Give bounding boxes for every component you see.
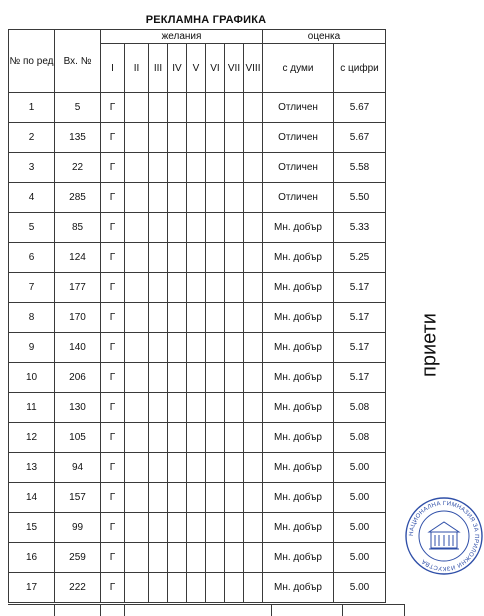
wish-4 bbox=[168, 363, 187, 393]
grade-words: Мн. добър bbox=[263, 513, 334, 543]
entry-number: 124 bbox=[55, 243, 101, 273]
grade-digits: 5.08 bbox=[334, 423, 386, 453]
grade-words: Мн. добър bbox=[263, 273, 334, 303]
entry-number: 170 bbox=[55, 303, 101, 333]
wish-2 bbox=[125, 333, 149, 363]
grade-digits: 5.58 bbox=[334, 153, 386, 183]
wish-8 bbox=[244, 183, 263, 213]
wish-8 bbox=[244, 93, 263, 123]
column-rule bbox=[404, 604, 405, 616]
grade-words: Мн. добър bbox=[263, 213, 334, 243]
row-number: 5 bbox=[9, 213, 55, 243]
row-number: 14 bbox=[9, 483, 55, 513]
header-grade: оценка bbox=[263, 30, 386, 44]
wish-5 bbox=[187, 243, 206, 273]
wish-6 bbox=[206, 213, 225, 243]
wish-5 bbox=[187, 93, 206, 123]
wish-8 bbox=[244, 303, 263, 333]
grade-digits: 5.17 bbox=[334, 363, 386, 393]
wish-1: Г bbox=[101, 303, 125, 333]
wish-6 bbox=[206, 423, 225, 453]
table-row bbox=[9, 393, 386, 423]
wish-7 bbox=[225, 123, 244, 153]
wish-8 bbox=[244, 513, 263, 543]
wish-7 bbox=[225, 483, 244, 513]
wish-5 bbox=[187, 273, 206, 303]
row-number: 1 bbox=[9, 93, 55, 123]
wish-3 bbox=[149, 273, 168, 303]
wish-1: Г bbox=[101, 93, 125, 123]
table-row bbox=[9, 213, 386, 243]
wish-3 bbox=[149, 393, 168, 423]
wish-1: Г bbox=[101, 543, 125, 573]
entry-number: 22 bbox=[55, 153, 101, 183]
wish-8 bbox=[244, 123, 263, 153]
wish-4 bbox=[168, 123, 187, 153]
grade-digits: 5.08 bbox=[334, 393, 386, 423]
table-row bbox=[9, 273, 386, 303]
grade-words: Мн. добър bbox=[263, 423, 334, 453]
wish-8 bbox=[244, 333, 263, 363]
row-number: 4 bbox=[9, 183, 55, 213]
grade-words: Мн. добър bbox=[263, 303, 334, 333]
entry-number: 140 bbox=[55, 333, 101, 363]
grade-words: Отличен bbox=[263, 123, 334, 153]
wish-2 bbox=[125, 573, 149, 603]
header-no: № по ред bbox=[9, 30, 55, 93]
wish-5 bbox=[187, 303, 206, 333]
wish-6 bbox=[206, 363, 225, 393]
grade-words: Мн. добър bbox=[263, 543, 334, 573]
grade-digits: 5.50 bbox=[334, 183, 386, 213]
wish-7 bbox=[225, 183, 244, 213]
wish-1: Г bbox=[101, 333, 125, 363]
wish-1: Г bbox=[101, 153, 125, 183]
wish-8 bbox=[244, 393, 263, 423]
wish-5 bbox=[187, 183, 206, 213]
header-digits: с цифри bbox=[334, 44, 386, 93]
header-wish-4: IV bbox=[168, 44, 187, 93]
grade-words: Мн. добър bbox=[263, 573, 334, 603]
wish-3 bbox=[149, 483, 168, 513]
column-rule bbox=[124, 604, 125, 616]
wish-7 bbox=[225, 513, 244, 543]
grade-digits: 5.33 bbox=[334, 213, 386, 243]
header-wish-1: I bbox=[101, 44, 125, 93]
row-number: 8 bbox=[9, 303, 55, 333]
wish-1: Г bbox=[101, 393, 125, 423]
wish-6 bbox=[206, 333, 225, 363]
grade-digits: 5.00 bbox=[334, 453, 386, 483]
grade-digits: 5.67 bbox=[334, 123, 386, 153]
row-number: 9 bbox=[9, 333, 55, 363]
wish-7 bbox=[225, 273, 244, 303]
row-number: 3 bbox=[9, 153, 55, 183]
entry-number: 135 bbox=[55, 123, 101, 153]
wish-7 bbox=[225, 213, 244, 243]
wish-4 bbox=[168, 303, 187, 333]
entry-number: 285 bbox=[55, 183, 101, 213]
wish-3 bbox=[149, 363, 168, 393]
entry-number: 177 bbox=[55, 273, 101, 303]
row-number: 13 bbox=[9, 453, 55, 483]
grade-digits: 5.00 bbox=[334, 573, 386, 603]
wish-2 bbox=[125, 453, 149, 483]
wish-1: Г bbox=[101, 243, 125, 273]
grade-digits: 5.17 bbox=[334, 333, 386, 363]
entry-number: 85 bbox=[55, 213, 101, 243]
grade-words: Отличен bbox=[263, 183, 334, 213]
wish-8 bbox=[244, 423, 263, 453]
header-wish-7: VII bbox=[225, 44, 244, 93]
wish-7 bbox=[225, 543, 244, 573]
wish-4 bbox=[168, 183, 187, 213]
grade-words: Мн. добър bbox=[263, 363, 334, 393]
wish-6 bbox=[206, 483, 225, 513]
wish-5 bbox=[187, 123, 206, 153]
wish-3 bbox=[149, 333, 168, 363]
entry-number: 99 bbox=[55, 513, 101, 543]
grade-digits: 5.00 bbox=[334, 513, 386, 543]
side-label bbox=[410, 310, 450, 380]
wish-2 bbox=[125, 303, 149, 333]
wish-7 bbox=[225, 573, 244, 603]
wish-8 bbox=[244, 273, 263, 303]
table-row bbox=[9, 513, 386, 543]
wish-1: Г bbox=[101, 183, 125, 213]
table-row bbox=[9, 423, 386, 453]
wish-6 bbox=[206, 273, 225, 303]
grade-digits: 5.17 bbox=[334, 303, 386, 333]
wish-4 bbox=[168, 483, 187, 513]
row-number: 15 bbox=[9, 513, 55, 543]
wish-6 bbox=[206, 393, 225, 423]
wish-3 bbox=[149, 303, 168, 333]
table-row bbox=[9, 153, 386, 183]
header-words: с думи bbox=[263, 44, 334, 93]
row-number: 12 bbox=[9, 423, 55, 453]
table-row bbox=[9, 453, 386, 483]
wish-5 bbox=[187, 483, 206, 513]
wish-7 bbox=[225, 303, 244, 333]
wish-8 bbox=[244, 213, 263, 243]
wish-5 bbox=[187, 363, 206, 393]
row-number: 16 bbox=[9, 543, 55, 573]
grade-digits: 5.25 bbox=[334, 243, 386, 273]
wish-2 bbox=[125, 543, 149, 573]
wish-5 bbox=[187, 543, 206, 573]
grade-digits: 5.00 bbox=[334, 543, 386, 573]
wish-3 bbox=[149, 243, 168, 273]
row-number: 11 bbox=[9, 393, 55, 423]
wish-7 bbox=[225, 423, 244, 453]
wish-7 bbox=[225, 93, 244, 123]
wish-6 bbox=[206, 513, 225, 543]
table-row bbox=[9, 573, 386, 603]
wish-5 bbox=[187, 393, 206, 423]
wish-7 bbox=[225, 453, 244, 483]
wish-4 bbox=[168, 333, 187, 363]
svg-text:НАЦИОНАЛНА ГИМНАЗИЯ ЗА ПРИЛОЖН: НАЦИОНАЛНА ГИМНАЗИЯ ЗА ПРИЛОЖНИ ИЗКУСТВА bbox=[408, 500, 480, 572]
wish-3 bbox=[149, 543, 168, 573]
wish-3 bbox=[149, 573, 168, 603]
wish-6 bbox=[206, 453, 225, 483]
wish-1: Г bbox=[101, 363, 125, 393]
row-number: 6 bbox=[9, 243, 55, 273]
wish-2 bbox=[125, 243, 149, 273]
results-table bbox=[8, 29, 386, 603]
wish-4 bbox=[168, 273, 187, 303]
wish-6 bbox=[206, 93, 225, 123]
table-body bbox=[9, 93, 386, 603]
table-row bbox=[9, 243, 386, 273]
wish-6 bbox=[206, 183, 225, 213]
table-row bbox=[9, 183, 386, 213]
entry-number: 259 bbox=[55, 543, 101, 573]
grade-words: Отличен bbox=[263, 93, 334, 123]
wish-8 bbox=[244, 453, 263, 483]
wish-6 bbox=[206, 153, 225, 183]
wish-4 bbox=[168, 213, 187, 243]
wish-1: Г bbox=[101, 123, 125, 153]
header-wish-5: V bbox=[187, 44, 206, 93]
wish-4 bbox=[168, 453, 187, 483]
wish-4 bbox=[168, 93, 187, 123]
wish-5 bbox=[187, 153, 206, 183]
wish-7 bbox=[225, 393, 244, 423]
header-wish-2: II bbox=[125, 44, 149, 93]
table-row bbox=[9, 123, 386, 153]
wish-4 bbox=[168, 513, 187, 543]
wish-2 bbox=[125, 183, 149, 213]
wish-2 bbox=[125, 273, 149, 303]
wish-4 bbox=[168, 543, 187, 573]
header-entry: Вх. № bbox=[55, 30, 101, 93]
school-stamp-icon bbox=[404, 496, 484, 576]
grade-words: Отличен bbox=[263, 153, 334, 183]
wish-8 bbox=[244, 543, 263, 573]
grade-digits: 5.00 bbox=[334, 483, 386, 513]
side-label-text: приети bbox=[418, 313, 441, 377]
grade-words: Мн. добър bbox=[263, 333, 334, 363]
wish-5 bbox=[187, 423, 206, 453]
wish-3 bbox=[149, 513, 168, 543]
wish-3 bbox=[149, 123, 168, 153]
entry-number: 5 bbox=[55, 93, 101, 123]
wish-2 bbox=[125, 393, 149, 423]
wish-6 bbox=[206, 573, 225, 603]
wish-5 bbox=[187, 573, 206, 603]
wish-3 bbox=[149, 153, 168, 183]
grade-words: Мн. добър bbox=[263, 453, 334, 483]
wish-5 bbox=[187, 333, 206, 363]
wish-7 bbox=[225, 333, 244, 363]
column-rule bbox=[100, 604, 101, 616]
wish-5 bbox=[187, 453, 206, 483]
wish-2 bbox=[125, 363, 149, 393]
entry-number: 157 bbox=[55, 483, 101, 513]
wish-1: Г bbox=[101, 573, 125, 603]
grade-words: Мн. добър bbox=[263, 393, 334, 423]
wish-1: Г bbox=[101, 423, 125, 453]
wish-4 bbox=[168, 573, 187, 603]
entry-number: 94 bbox=[55, 453, 101, 483]
wish-5 bbox=[187, 213, 206, 243]
table-continuation-line bbox=[8, 604, 404, 605]
table-row bbox=[9, 333, 386, 363]
wish-2 bbox=[125, 423, 149, 453]
wish-8 bbox=[244, 483, 263, 513]
grade-digits: 5.67 bbox=[334, 93, 386, 123]
header-wish-8: VIII bbox=[244, 44, 263, 93]
grade-words: Мн. добър bbox=[263, 483, 334, 513]
row-number: 7 bbox=[9, 273, 55, 303]
table-row bbox=[9, 93, 386, 123]
wish-6 bbox=[206, 243, 225, 273]
wish-8 bbox=[244, 363, 263, 393]
wish-8 bbox=[244, 153, 263, 183]
row-number: 2 bbox=[9, 123, 55, 153]
table-row bbox=[9, 363, 386, 393]
wish-2 bbox=[125, 213, 149, 243]
wish-2 bbox=[125, 153, 149, 183]
wish-2 bbox=[125, 123, 149, 153]
wish-1: Г bbox=[101, 483, 125, 513]
row-number: 10 bbox=[9, 363, 55, 393]
wish-3 bbox=[149, 453, 168, 483]
wish-8 bbox=[244, 243, 263, 273]
wish-3 bbox=[149, 423, 168, 453]
wish-1: Г bbox=[101, 273, 125, 303]
document-title: РЕКЛАМНА ГРАФИКА bbox=[145, 14, 267, 26]
wish-4 bbox=[168, 423, 187, 453]
wish-6 bbox=[206, 303, 225, 333]
wish-4 bbox=[168, 393, 187, 423]
row-number: 17 bbox=[9, 573, 55, 603]
table-row bbox=[9, 483, 386, 513]
wish-2 bbox=[125, 483, 149, 513]
wish-3 bbox=[149, 183, 168, 213]
header-wishes: желания bbox=[101, 30, 263, 44]
grade-words: Мн. добър bbox=[263, 243, 334, 273]
wish-8 bbox=[244, 573, 263, 603]
wish-1: Г bbox=[101, 513, 125, 543]
table-row bbox=[9, 303, 386, 333]
entry-number: 130 bbox=[55, 393, 101, 423]
wish-5 bbox=[187, 513, 206, 543]
wish-4 bbox=[168, 243, 187, 273]
wish-1: Г bbox=[101, 453, 125, 483]
wish-2 bbox=[125, 513, 149, 543]
entry-number: 105 bbox=[55, 423, 101, 453]
wish-3 bbox=[149, 213, 168, 243]
wish-7 bbox=[225, 153, 244, 183]
wish-4 bbox=[168, 153, 187, 183]
header-wish-6: VI bbox=[206, 44, 225, 93]
table-row bbox=[9, 543, 386, 573]
entry-number: 206 bbox=[55, 363, 101, 393]
header-wish-3: III bbox=[149, 44, 168, 93]
grade-digits: 5.17 bbox=[334, 273, 386, 303]
column-rule bbox=[54, 604, 55, 616]
wish-6 bbox=[206, 123, 225, 153]
wish-7 bbox=[225, 363, 244, 393]
column-rule bbox=[342, 604, 343, 616]
entry-number: 222 bbox=[55, 573, 101, 603]
wish-1: Г bbox=[101, 213, 125, 243]
wish-6 bbox=[206, 543, 225, 573]
wish-7 bbox=[225, 243, 244, 273]
wish-2 bbox=[125, 93, 149, 123]
wish-3 bbox=[149, 93, 168, 123]
column-rule bbox=[271, 604, 272, 616]
